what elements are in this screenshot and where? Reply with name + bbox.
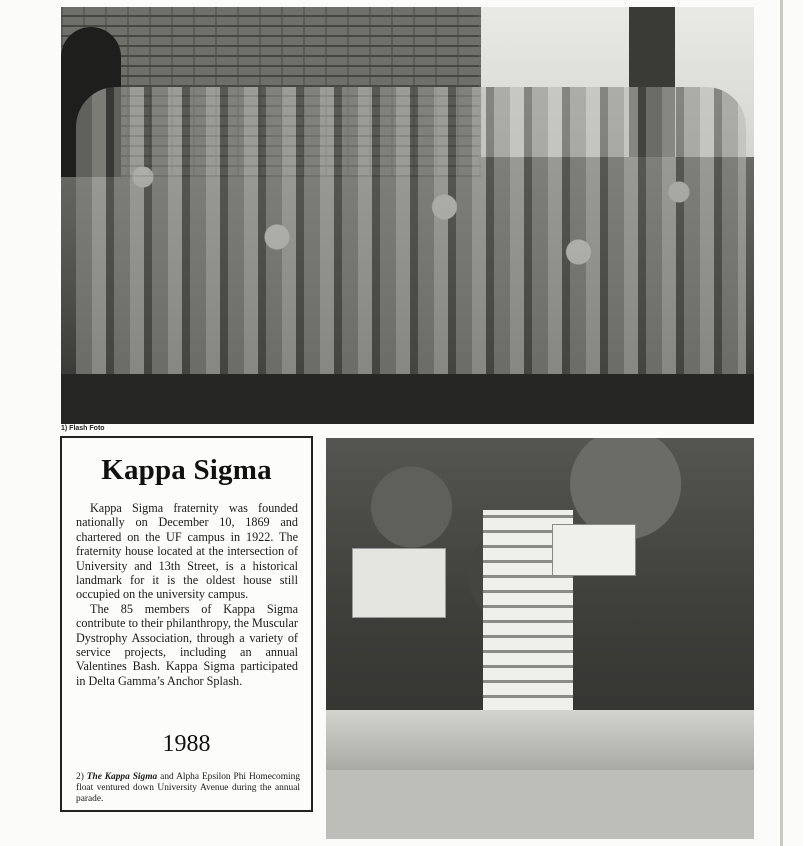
- article-box: [60, 436, 313, 812]
- caption-number: 2): [76, 772, 84, 782]
- caption-emphasis: The Kappa Sigma: [86, 772, 158, 782]
- homecoming-float-photo: [326, 438, 754, 839]
- article-body: [76, 501, 298, 688]
- fraternity-members-group: [76, 87, 746, 387]
- year-label: 1988: [162, 731, 211, 757]
- float-sign: [352, 548, 446, 618]
- group-photo: [61, 7, 754, 424]
- caption-text: and Alpha Epsilon Phi Homecoming float ventured down University Avenue during the annual parade.: [76, 772, 301, 804]
- page-edge: [780, 0, 783, 846]
- article-title: Kappa Sigma: [101, 454, 272, 486]
- float-base: [326, 710, 754, 770]
- photo-credit: 1) Flash Foto: [61, 425, 105, 432]
- float-banner: [552, 524, 636, 576]
- paragraph-2: The 85 members of Kappa Sigma contribute to their philanthropy, the Muscular Dystrophy Association, through a variety of service projects, including an annual Valentines Bash. Kappa Sigma participated in Delta Gamma’s Anchor Splash.: [76, 601, 298, 688]
- paragraph-1: Kappa Sigma fraternity was founded nationally on December 10, 1869 and chartered on the UF campus in 1922. The fraternity house located at the intersection of University and 13th Street, is a historical landmark for it is the oldest house still occupied on the university campus.: [76, 501, 298, 602]
- street: [326, 770, 754, 839]
- lawn: [61, 374, 754, 424]
- photo-caption: [76, 772, 300, 805]
